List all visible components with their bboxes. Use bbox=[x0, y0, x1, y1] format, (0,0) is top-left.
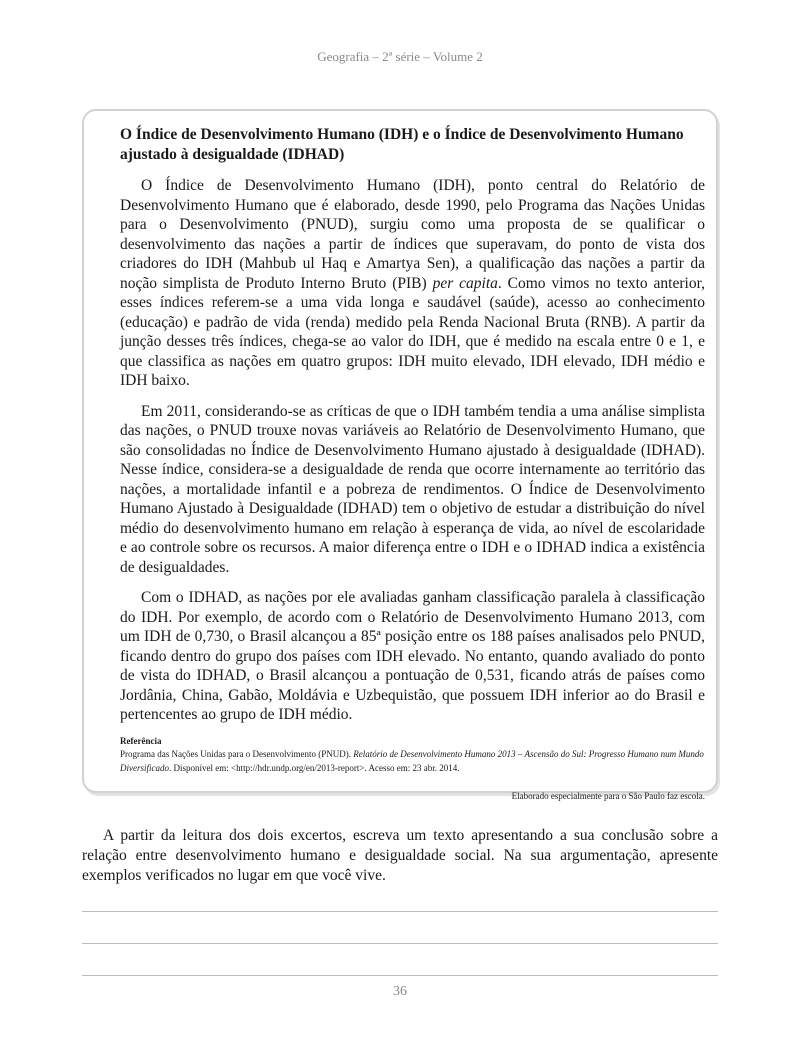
paragraph-2: Em 2011, considerando-se as críticas de que o IDH também tendia a uma análise simplista das nações, o PNUD trouxe novas variáveis ao Relatório de Desenvolvimento Humano, que são consolidadas no Índice de Desenvolvimento Humano ajustado à desigualdade (IDHAD). Nesse índice, considera-se a desigualdade de renda que ocorre internamente ao território das nações, a mortalidade infantil e a pobreza de rendimentos. O Índice de Desenvolvimento Humano Ajustado à Desigualdade (IDHAD) tem o objetivo de estudar a distribuição do nível médio do desenvolvimento humano em relação à esperança de vida, ao nível de escolaridade e ao controle sobre os recursos. A maior diferença entre o IDH e o IDHAD indica a existência de desigualdades. bbox=[120, 402, 705, 576]
credit-note: Elaborado especialmente para o São Paulo faz escola. bbox=[511, 790, 705, 801]
reference-title: Relatório de Desenvolvimento Humano 2013 – Ascensão do Sul: Progresso Humano num Mundo Diversificado bbox=[120, 748, 704, 773]
paragraph-1-italic: per capita bbox=[432, 274, 498, 292]
running-header: Geografia – 2ª série – Volume 2 bbox=[317, 49, 483, 64]
text-box-content bbox=[120, 125, 705, 801]
page-number: 36 bbox=[393, 984, 407, 999]
box-title: O Índice de Desenvolvimento Humano (IDH) e o Índice de Desenvolvimento Humano ajustado à desigualdade (IDHAD) bbox=[120, 126, 684, 163]
paragraph-1 bbox=[120, 176, 705, 391]
paragraph-1-text-a: O Índice de Desenvolvimento Humano (IDH), ponto central do Relatório de Desenvolvimento Humano que é elaborado, desde 1990, pelo Programa das Nações Unidas para o Desenvolvimento (PNUD), surgiu como uma proposta de se qualificar o desenvolvimento das nações a partir de índices que superavam, do ponto de vista dos criadores do IDH (Mahbub ul Haq e Amartya Sen), a qualificação das nações a partir da noção simplista de Produto Interno Bruto (PIB) bbox=[120, 177, 705, 292]
answer-line[interactable] bbox=[82, 943, 718, 944]
reference-heading: Referência bbox=[120, 735, 162, 746]
paragraph-3: Com o IDHAD, as nações por ele avaliadas ganham classificação paralela à classificação do IDH. Por exemplo, de acordo com o Relatório de Desenvolvimento Humano 2013, com um IDH de 0,730, o Brasil alcançou a 85ª posição entre os 188 países analisados pelo PNUD, ficando dentro do grupo dos países com IDH elevado. No entanto, quando avaliado do ponto de vista do IDHAD, o Brasil alcançou a pontuação de 0,531, ficando atrás de países como Jordânia, China, Gabão, Moldávia e Uzbequistão, que possuem IDH inferior ao do Brasil e pertencentes ao grupo de IDH médio. bbox=[120, 589, 705, 723]
text-box bbox=[82, 109, 718, 801]
answer-line[interactable] bbox=[82, 911, 718, 912]
reference-text bbox=[120, 747, 705, 775]
paragraph-1-text-b: . Como vimos no texto anterior, esses índices referem-se a uma vida longa e saudável (saúde), acesso ao conhecimento (educação) e padrão de vida (renda) medido pela Renda Nacional Bruta (RNB). A partir da junção desses três índices, chega-se ao valor do IDH, que é medido na escala entre 0 e 1, e que classifica as nações em quatro grupos: IDH muito elevado, IDH elevado, IDH médio e IDH baixo. bbox=[120, 274, 706, 389]
reference-author: Programa das Nações Unidas para o Desenvolvimento (PNUD). bbox=[120, 748, 354, 759]
answer-line[interactable] bbox=[82, 975, 718, 976]
reference-details: . Disponível em: <http://hdr.undp.org/en/2013-report>. Acesso em: 23 abr. 2014. bbox=[169, 762, 460, 773]
activity-prompt: A partir da leitura dos dois excertos, escreva um texto apresentando a sua conclusão sobre a relação entre desenvolvimento humano e desigualdade social. Na sua argumentação, apresente exemplos verificados no lugar em que você vive. bbox=[82, 827, 718, 884]
